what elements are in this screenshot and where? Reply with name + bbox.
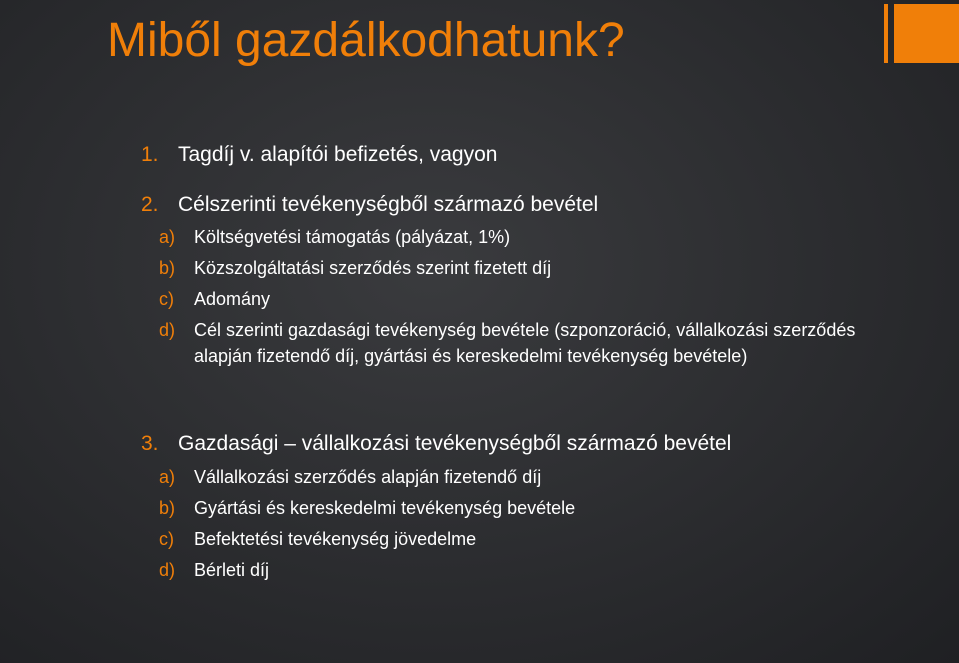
list-item-1-text: Tagdíj v. alapítói befizetés, vagyon — [178, 143, 498, 166]
sub-item-2a-letter: a) — [159, 227, 176, 247]
sub-item-3d-letter: d) — [159, 560, 176, 580]
sub-item-2c-letter: c) — [159, 289, 174, 309]
sub-item-3c-text: Befektetési tevékenység jövedelme — [194, 529, 477, 549]
sub-item-2d-text: Cél szerinti gazdasági tevékenység bevétele (szponzoráció, vállalkozási szerződés alapján fizetendő díj, gyártási és kereskedelmi tevékenység bevétele) — [194, 320, 856, 366]
sub-item-2d — [159, 317, 879, 397]
slide-title: Miből gazdálkodhatunk? — [107, 14, 625, 67]
sub-item-2d-letter: d) — [159, 320, 176, 340]
list-item-3-number: 3. — [141, 432, 159, 455]
sub-item-2b-text: Közszolgáltatási szerződés szerint fizetett díj — [194, 258, 552, 278]
sub-item-2a-text: Költségvetési támogatás (pályázat, 1%) — [194, 227, 511, 247]
list-item-3-text: Gazdasági – vállalkozási tevékenységből származó bevétel — [178, 432, 732, 455]
sub-item-3a-text: Vállalkozási szerződés alapján fizetendő díj — [194, 467, 542, 487]
sub-item-3c-letter: c) — [159, 529, 174, 549]
sub-item-3b-text: Gyártási és kereskedelmi tevékenység bevétele — [194, 498, 576, 518]
sub-item-2c-text: Adomány — [194, 289, 271, 309]
list-item-2-text: Célszerinti tevékenységből származó bevétel — [178, 193, 599, 216]
sub-item-3d-text: Bérleti díj — [194, 560, 270, 580]
sub-item-3b-letter: b) — [159, 498, 176, 518]
list-item-2-number: 2. — [141, 193, 159, 216]
list-item-1-number: 1. — [141, 143, 159, 166]
sub-item-2b-letter: b) — [159, 258, 176, 278]
sub-item-3a-letter: a) — [159, 467, 176, 487]
